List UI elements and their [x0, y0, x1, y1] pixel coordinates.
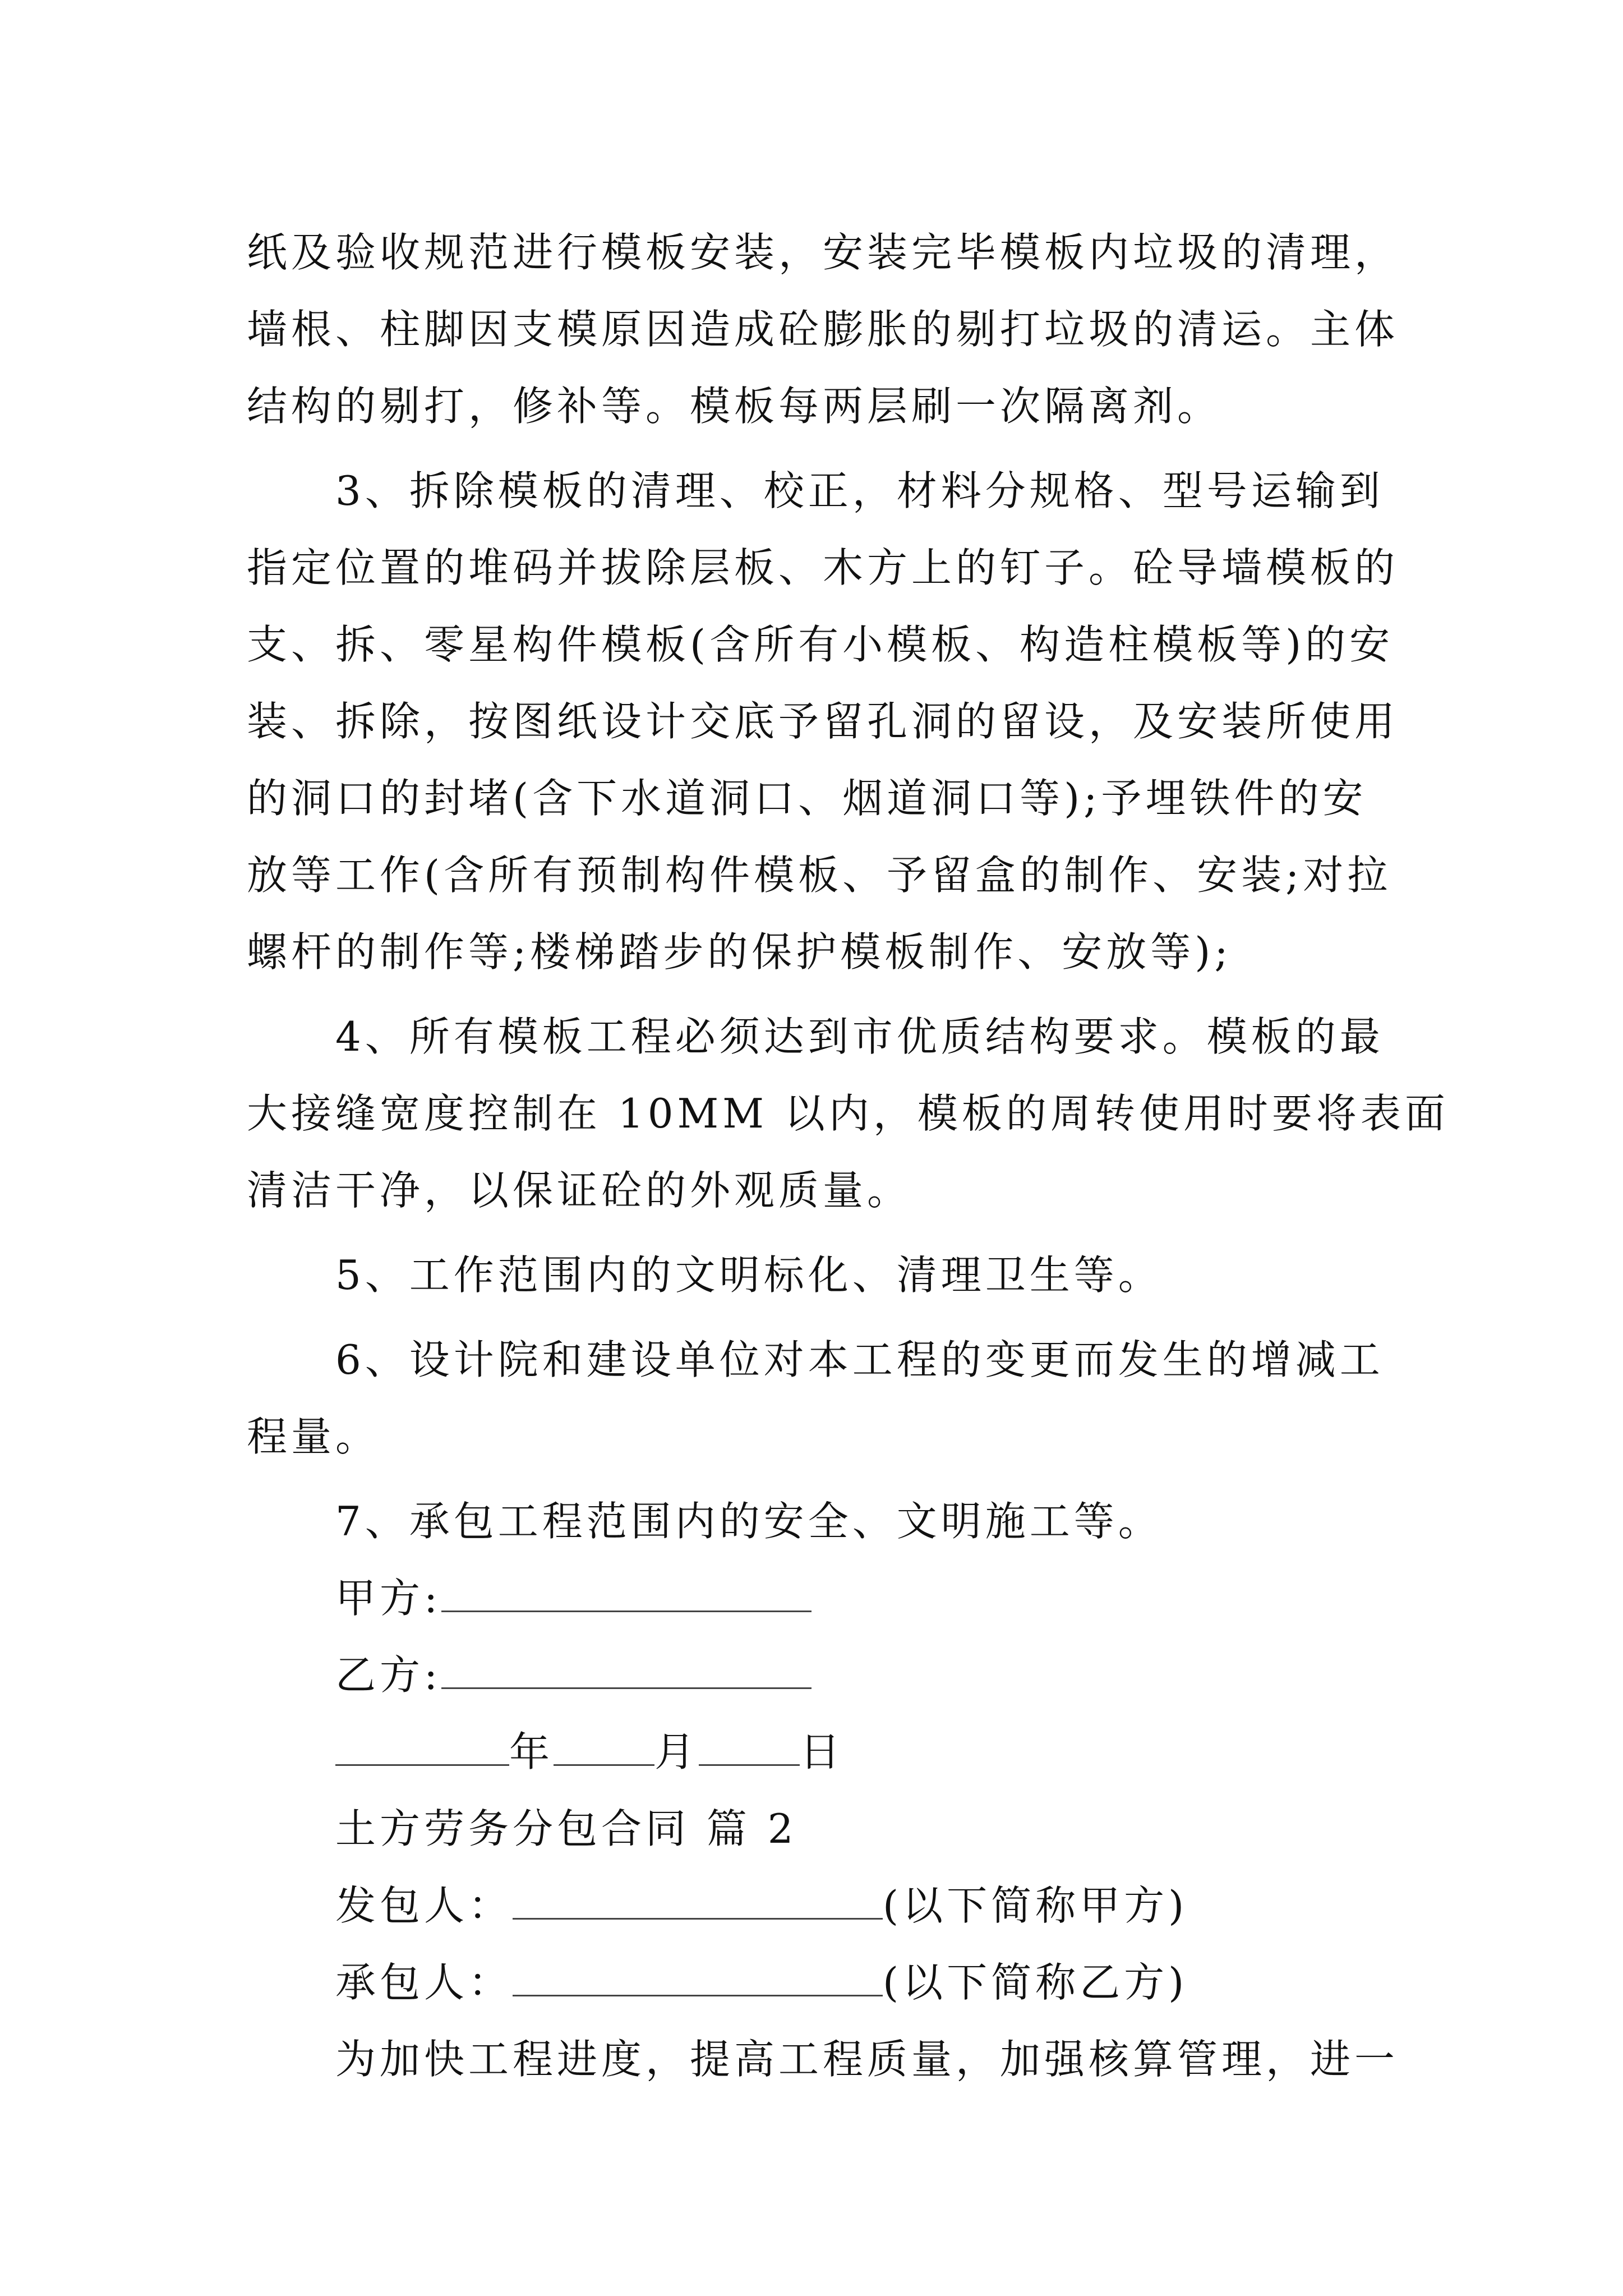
paragraph-line: 4、所有模板工程必须达到市优质结构要求。模板的最: [335, 1013, 1384, 1060]
party-b-line: [247, 1637, 1391, 1714]
contractor-blank: [513, 1960, 883, 1996]
document-body: [247, 214, 1449, 2098]
party-b-blank: [441, 1653, 811, 1689]
paragraph-line: 6、设计院和建设单位对本工程的变更而发生的增减工: [335, 1336, 1384, 1383]
paragraph-line: 7、承包工程范围内的安全、文明施工等。: [335, 1498, 1163, 1545]
paragraph-line: 为加快工程进度，提高工程质量，加强核算管理，进一: [335, 2036, 1399, 2083]
month-blank: [554, 1729, 654, 1766]
date-line: [247, 1714, 1391, 1791]
contractor-note: (以下简称乙方): [883, 1959, 1188, 2006]
party-b-label: 乙方:: [335, 1651, 442, 1699]
paragraph-line: 装、拆除，按图纸设计交底予留孔洞的留设，及安装所使用: [247, 698, 1399, 745]
section-heading: 土方劳务分包合同 篇 2: [335, 1805, 797, 1852]
month-label: 月: [654, 1728, 699, 1775]
issuer-note: (以下简称甲方): [883, 1882, 1188, 1929]
paragraph-line: 清洁干净，以保证砼的外观质量。: [247, 1167, 912, 1214]
paragraph-line: 纸及验收规范进行模板安装，安装完毕模板内垃圾的清理，: [247, 229, 1399, 276]
issuer-line: [247, 1867, 1391, 1944]
paragraph-line: 的洞口的封堵(含下水道洞口、烟道洞口等);予埋铁件的安: [247, 775, 1367, 822]
issuer-label: 发包人：: [335, 1882, 513, 1929]
paragraph-line: 3、拆除模板的清理、校正，材料分规格、型号运输到: [335, 467, 1384, 514]
paragraph-line: 支、拆、零星构件模板(含所有小模板、构造柱模板等)的安: [247, 621, 1394, 668]
paragraph-line: 结构的剔打，修补等。模板每两层刷一次隔离剂。: [247, 383, 1222, 430]
paragraph-line: 螺杆的制作等;楼梯踏步的保护模板制作、安放等);: [247, 928, 1232, 976]
day-label: 日: [800, 1728, 845, 1775]
paragraph-line: 指定位置的堆码并拔除层板、木方上的钉子。砼导墙模板的: [247, 544, 1399, 591]
paragraph-line: 墙根、柱脚因支模原因造成砼膨胀的剔打垃圾的清运。主体: [247, 306, 1399, 353]
contractor-label: 承包人：: [335, 1959, 513, 2006]
year-label: 年: [509, 1728, 554, 1775]
year-blank: [335, 1729, 509, 1766]
party-a-blank: [441, 1576, 811, 1612]
contractor-line: [247, 1944, 1391, 2021]
paragraph-line: 程量。: [247, 1413, 380, 1460]
party-a-line: [247, 1560, 1391, 1637]
paragraph-line: 5、工作范围内的文明标化、清理卫生等。: [335, 1251, 1163, 1299]
paragraph-line: 放等工作(含所有预制构件模板、予留盒的制作、安装;对拉: [247, 852, 1392, 899]
issuer-blank: [513, 1883, 883, 1920]
party-a-label: 甲方:: [335, 1575, 442, 1622]
day-blank: [699, 1729, 800, 1766]
paragraph-line: 大接缝宽度控制在 10MM 以内，模板的周转使用时要将表面: [247, 1090, 1449, 1137]
